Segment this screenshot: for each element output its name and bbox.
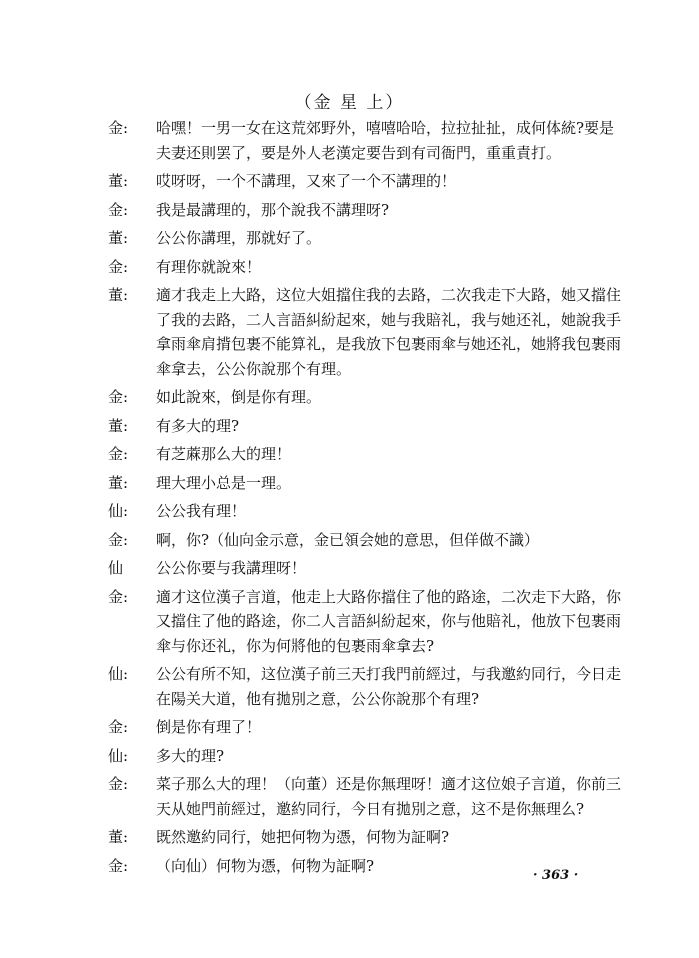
dialogue-text: 理大理小总是一理。 [156,473,292,492]
dialogue-text: 既然邀約同行，她把何物为憑，何物为証啊? [156,828,450,846]
dialogue-line [108,556,628,581]
dialogue-text: 啊，你?（仙向金示意，金已領会她的意思，但佯做不識） [156,530,540,549]
speaker-label: 董: [108,473,129,492]
dialogue-line [108,116,628,165]
speaker-label: 仙: [108,746,129,765]
dialogue-text: 有理你就說來！ [156,257,262,276]
speaker-label: 金: [108,587,129,606]
dialogue-text: 適才我走上大路，这位大姐擋住我的去路，二次我走下大路，她又擋住了我的去路，二人言語糾紛起來，她与我賠礼，我与她还礼，她說我手拿雨傘肩揹包裹不能算礼，是我放下包裹雨傘与她还礼，她將我包裹雨傘拿去，公公你說那个有理。 [156,286,622,378]
dialogue-line [108,471,628,496]
speaker-label: 金: [108,119,129,137]
speaker-label: 仙: [108,502,129,520]
speaker-label: 金: [108,445,129,463]
speaker-label: 金: [108,388,129,406]
dialogue-line [108,385,628,410]
dialogue-text: 適才这位漢子言道，他走上大路你擋住了他的路途，二次走下大路，你又擋住了他的路途，你二人言語糾紛起來，你与他賠礼，他放下包裹雨傘与你还礼，你为何將他的包裹雨傘拿去? [156,587,622,655]
running-header: （金 星 上） [294,93,405,113]
dialogue-line [108,585,628,659]
dialogue-line [108,226,628,251]
dialogue-text: 哈嘿！一男一女在这荒郊野外，嘻嘻哈哈，拉拉扯扯，成何体統?要是夫妻还則罢了，要是外人老漢定要告到有司衙門，重重責打。 [156,119,615,162]
dialogue-text: 公公你講理，那就好了。 [156,229,322,247]
dialogue-text: 如此說來，倒是你有理。 [156,388,322,406]
dialogue-line [108,528,628,553]
dialogue-line [108,662,628,711]
dialogue-line [108,715,628,740]
speaker-label: 董: [108,172,129,190]
dialogue-line [108,414,628,439]
speaker-label: 仙: [108,665,129,683]
speaker-label: 董: [108,828,129,846]
dialogue-line [108,283,628,381]
dialogue-text: 有多大的理? [156,416,240,435]
speaker-label: 金: [108,200,129,219]
dialogue-text: 倒是你有理了！ [156,718,262,736]
speaker-label: 金: [108,775,129,793]
dialogue-line [108,772,628,821]
dialogue-text: 多大的理? [156,746,225,765]
speaker-label: 金: [108,530,129,549]
dialogue-text: 菜子那么大的理！（向董）还是你無理呀！適才这位娘子言道，你前三天从她門前經过，邀約同行，今日有拋別之意，这不是你無理么? [156,775,622,818]
dialogue-line [108,198,628,223]
dialogue-line [108,744,628,769]
dialogue-line [108,169,628,194]
page-number: · 363 · [533,868,579,883]
speaker-label: 金: [108,257,129,276]
dialogue-text: 我是最講理的，那个說我不講理呀? [156,200,390,219]
dialogue-text: （向仙）何物为憑，何物为証啊? [156,856,375,875]
speaker-label: 金: [108,856,129,875]
speaker-label: 仙 [108,559,124,577]
dialogue-line [108,255,628,280]
speaker-label: 董: [108,416,129,435]
speaker-label: 董: [108,229,129,247]
dialogue-text: 哎呀呀，一个不講理，又來了一个不講理的！ [156,172,457,190]
dialogue-text: 有芝蔴那么大的理！ [156,445,292,463]
dialogue-text: 公公有所不知，这位漢子前三天打我門前經过，与我邀約同行，今日走在陽关大道，他有拋別之意，公公你說那个有理? [156,665,622,708]
dialogue-line [108,442,628,467]
speaker-label: 董: [108,286,129,304]
dialogue-body [108,116,628,882]
dialogue-text: 公公我有理！ [156,502,247,520]
dialogue-line [108,499,628,524]
dialogue-line [108,825,628,850]
dialogue-text: 公公你要与我講理呀！ [156,559,307,577]
speaker-label: 金: [108,718,129,736]
